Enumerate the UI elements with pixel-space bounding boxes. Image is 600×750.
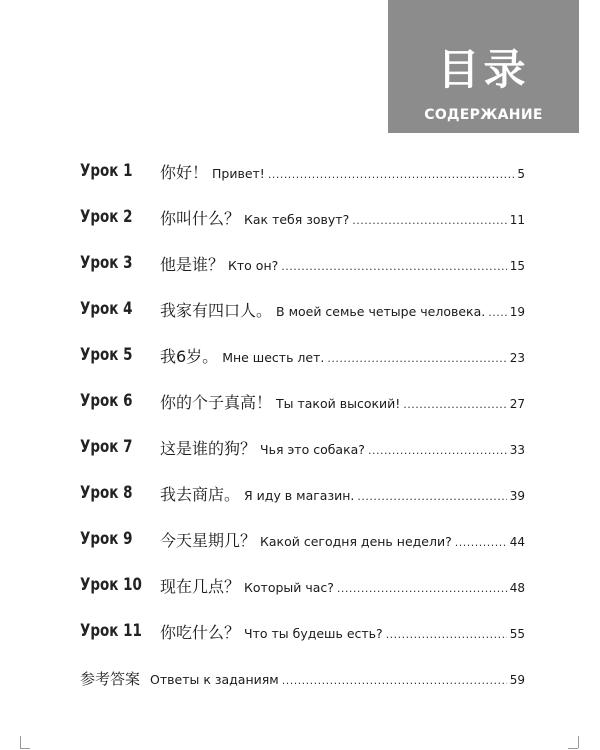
crop-mark [20,748,30,749]
dot-leader [357,490,506,503]
dot-leader [281,260,506,273]
lesson-title-russian: Как тебя зовут? [244,211,350,227]
toc-entry-answers[interactable] [80,663,525,693]
lesson-number: Урок 1 [80,161,133,181]
dot-leader [282,674,507,687]
lesson-number: Урок 10 [80,575,142,595]
dot-leader [386,628,507,641]
lesson-title-chinese: 我家有四口人。 [160,300,273,320]
lesson-number: Урок 8 [80,483,133,503]
contents-title-chinese: 目录 [437,45,530,94]
dot-leader [352,214,506,227]
page-number: 39 [509,488,525,503]
page-number: 44 [509,534,525,549]
dot-leader [455,536,507,549]
toc-entry-lesson-4[interactable] [80,294,525,324]
lesson-title-chinese: 你的个子真高！ [160,392,273,412]
lesson-number: Урок 11 [80,621,142,641]
lesson-title-russian: Кто он? [228,257,279,273]
toc-entry-lesson-6[interactable] [80,386,525,416]
lesson-title-russian: Какой сегодня день недели? [260,533,452,549]
toc-entry-lesson-3[interactable] [80,248,525,278]
dot-leader [368,444,507,457]
toc-entry-lesson-5[interactable] [80,340,525,370]
page-number: 59 [509,672,525,687]
lesson-title-chinese: 你好！ [160,162,209,182]
lesson-number: Урок 4 [80,299,133,319]
toc-entry-lesson-8[interactable] [80,478,525,508]
page-number: 23 [509,350,525,365]
contents-title-russian: СОДЕРЖАНИЕ [424,107,543,123]
dot-leader [327,352,506,365]
dot-leader [488,306,506,319]
lesson-title-russian: Привет! [212,165,265,181]
crop-mark [568,748,578,749]
lesson-title-chinese: 我6岁。 [160,346,219,366]
lesson-number: Урок 6 [80,391,133,411]
toc-entry-lesson-7[interactable] [80,432,525,462]
answers-title-russian: Ответы к заданиям [150,671,279,687]
page-number: 15 [509,258,525,273]
contents-header [388,0,579,133]
dot-leader [403,398,506,411]
page-number: 19 [509,304,525,319]
lesson-number: Урок 7 [80,437,133,457]
lesson-title-chinese: 我去商店。 [160,484,241,504]
lesson-title-russian: Что ты будешь есть? [244,625,383,641]
page-number: 27 [509,396,525,411]
toc-entry-lesson-10[interactable] [80,570,525,600]
answers-title-chinese: 参考答案 [80,669,141,688]
crop-mark [578,736,579,748]
dot-leader [337,582,507,595]
lesson-number: Урок 3 [80,253,133,273]
lesson-title-russian: Ты такой высокий! [276,395,401,411]
lesson-title-russian: Мне шесть лет. [222,349,325,365]
toc-entry-lesson-2[interactable] [80,202,525,232]
page-number: 55 [509,626,525,641]
page-number: 48 [509,580,525,595]
lesson-title-chinese: 你吃什么？ [160,622,241,642]
lesson-title-chinese: 他是谁？ [160,254,225,274]
lesson-title-chinese: 你叫什么？ [160,208,241,228]
lesson-title-russian: В моей семье четыре человека. [276,303,486,319]
crop-mark [20,736,21,748]
page-number: 11 [509,212,525,227]
lesson-title-chinese: 现在几点？ [160,576,241,596]
lesson-number: Урок 2 [80,207,133,227]
page-number: 33 [509,442,525,457]
lesson-number: Урок 9 [80,529,133,549]
lesson-title-russian: Который час? [244,579,334,595]
toc-entry-lesson-9[interactable] [80,524,525,554]
lesson-title-russian: Я иду в магазин. [244,487,355,503]
toc-entry-lesson-11[interactable] [80,616,525,646]
lesson-title-russian: Чья это собака? [260,441,365,457]
lesson-title-chinese: 这是谁的狗？ [160,438,257,458]
toc-entry-lesson-1[interactable] [80,156,525,186]
page-number: 5 [517,166,525,181]
lesson-number: Урок 5 [80,345,133,365]
lesson-title-chinese: 今天星期几？ [160,530,257,550]
dot-leader [268,168,515,181]
